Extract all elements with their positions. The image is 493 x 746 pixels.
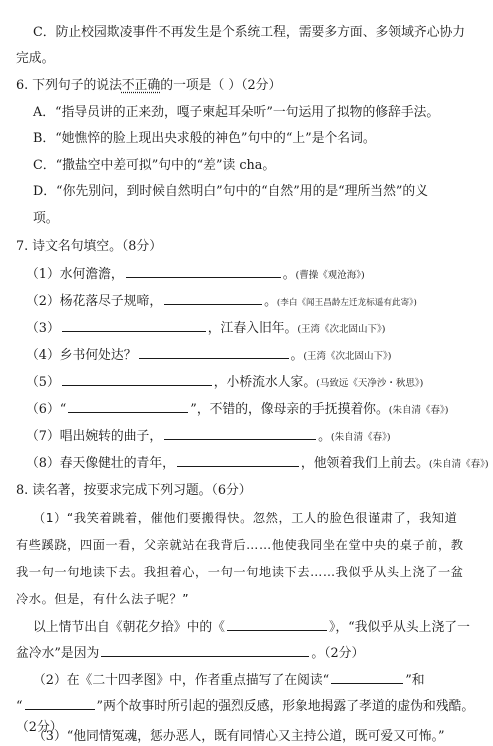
q7-item-source: (王湾《次北固山下》) — [303, 351, 392, 362]
q7-item-source: (曹操《观沧海》) — [295, 270, 365, 281]
q7-item-2 — [26, 292, 417, 312]
q8-title-text: 读名著，按要求完成下列习题。（6分） — [32, 483, 252, 498]
q7-item-prefix: （2）杨花落尽子规啼， — [26, 294, 163, 309]
q7-item-suffix: 。 — [264, 294, 277, 309]
q7-item-source: (朱自清《春》) — [330, 432, 391, 443]
q8-part2-text-b: ”和 — [405, 673, 425, 688]
q7-item-suffix: ”，不错的，像母亲的手抚摸着你。 — [190, 402, 389, 417]
q7-item-source: (李白《闻王昌龄左迁龙标遥有此寄》) — [276, 298, 417, 308]
q8-part2-text-a: （2）在《二十四孝图》中，作者重点描写了在阅读“ — [33, 673, 330, 688]
q7-title — [16, 238, 162, 256]
q8-part1-text-d: 。（2分） — [311, 646, 365, 661]
q6-option-a: A．“指导员讲的正来劲，嘎子柬起耳朵听”一句运用了拟物的修辞手法。 — [33, 105, 440, 120]
answer-blank[interactable] — [62, 319, 206, 332]
q7-item-source: (朱自清《春》) — [428, 459, 489, 470]
q7-number: 7. — [16, 239, 29, 254]
q7-item-suffix: ，小桥流水人家。 — [213, 375, 317, 390]
q7-item-source: (朱自清《春》) — [388, 405, 449, 416]
q8-part2-line1 — [33, 671, 425, 690]
q8-part2-text-c: “ — [16, 699, 23, 714]
q8-title — [16, 482, 252, 500]
q6-stem — [16, 77, 281, 95]
q8-quote-line-1: （1）“我笑着跳着，催他们要搬得快。忽然，工人的脸色很谨肃了，我知道 — [33, 511, 458, 525]
q7-item-1 — [26, 265, 365, 285]
q7-item-8 — [26, 454, 489, 474]
answer-blank[interactable] — [164, 427, 316, 440]
q7-item-prefix: （8）春天像健壮的青年， — [26, 456, 175, 471]
q8-part1-text-b: 》，“我似乎从头上浇了一 — [328, 620, 470, 635]
q8-part2-line2 — [16, 697, 474, 716]
q7-item-5 — [26, 373, 423, 393]
q5-option-c-line2: 完成。 — [16, 51, 55, 66]
q7-item-prefix: （5） — [26, 375, 60, 390]
q7-item-suffix: 。 — [290, 348, 304, 363]
q5-option-c-line1: C．防止校园欺凌事件不再发生是个系统工程，需要多方面、多领域齐心协力 — [33, 25, 466, 40]
q6-number: 6. — [16, 78, 29, 93]
answer-blank[interactable] — [227, 618, 327, 631]
answer-blank[interactable] — [331, 671, 403, 684]
q6-option-b: B．“她憔悴的脸上现出央求般的神色”句中的“上”是个名词。 — [33, 131, 376, 146]
q6-stem-text-b: 的一项是（ ）（2分） — [160, 78, 282, 93]
q7-item-suffix: ，他领着我们上前去。 — [300, 456, 429, 471]
q7-item-suffix: ，江春入旧年。 — [207, 321, 298, 336]
q8-part1-text-a: 以上情节出自《朝花夕拾》中的《 — [33, 620, 225, 635]
q7-item-source: (马致远《天净沙・秋思》) — [316, 378, 424, 389]
q7-item-prefix: （7）唱出婉转的曲子， — [26, 429, 163, 444]
q8-part1-line1 — [33, 618, 470, 637]
answer-blank[interactable] — [101, 644, 309, 657]
answer-blank[interactable] — [177, 454, 299, 467]
q7-item-source: (王湾《次北固山下》) — [297, 324, 386, 335]
q7-item-suffix: 。 — [318, 429, 331, 444]
q6-option-d: D．“你先别问，到时候自然明白”句中的“自然”用的是“理所当然”的义 — [33, 184, 429, 199]
q8-quote-line-3: 我一句一句地读下去。我担着心，一句一句地读下去……我似乎从头上浇了一盆 — [16, 565, 464, 579]
q6-option-d-cont: 项。 — [33, 211, 59, 226]
q7-item-6 — [26, 400, 448, 420]
q8-part1-line2 — [16, 644, 364, 663]
q8-quote-line-2: 有些蹊跷，四面一看，父亲就站在我背后……他使我同坐在堂中央的桌子前，教 — [16, 538, 464, 552]
q7-item-4 — [26, 346, 392, 366]
answer-blank[interactable] — [126, 265, 281, 278]
answer-blank[interactable] — [62, 373, 212, 386]
answer-blank[interactable] — [164, 292, 262, 305]
q6-stem-emphasis: 不正确 — [121, 78, 161, 93]
q7-item-suffix: 。 — [282, 267, 296, 282]
q6-stem-text-a: 下列句子的说法 — [32, 78, 122, 93]
q7-item-3 — [26, 319, 386, 339]
q7-item-prefix: （4）乡书何处达？ — [26, 348, 137, 363]
q7-item-7 — [26, 427, 391, 447]
q8-part3-line1: （3）“他同情冤魂，惩办恶人，既有同情心又主持公道，既可爱又可怖。” — [33, 729, 445, 744]
q7-title-text: 诗文名句填空。（8分） — [32, 239, 163, 254]
answer-blank[interactable] — [25, 697, 95, 710]
q8-part2-text-d: ”两个故事时所引起的强烈反感，形象地揭露了孝道的虚伪和残酷。 — [96, 699, 475, 714]
q6-option-c: C．“撒盐空中差可拟”句中的“差”读 cha。 — [33, 158, 276, 173]
answer-blank[interactable] — [68, 400, 188, 413]
q7-item-prefix: （3） — [26, 321, 60, 336]
answer-blank[interactable] — [139, 346, 289, 359]
q8-part2-line3: （2分） — [16, 720, 63, 735]
q7-item-prefix: （1）水何澹澹， — [26, 267, 124, 282]
q8-number: 8. — [16, 483, 29, 498]
q8-part1-text-c: 盆冷水”是因为 — [16, 646, 100, 661]
q8-quote-line-4: 冷水。但是，有什么法子呢？” — [16, 592, 190, 606]
q7-item-prefix: （6）“ — [26, 402, 67, 417]
